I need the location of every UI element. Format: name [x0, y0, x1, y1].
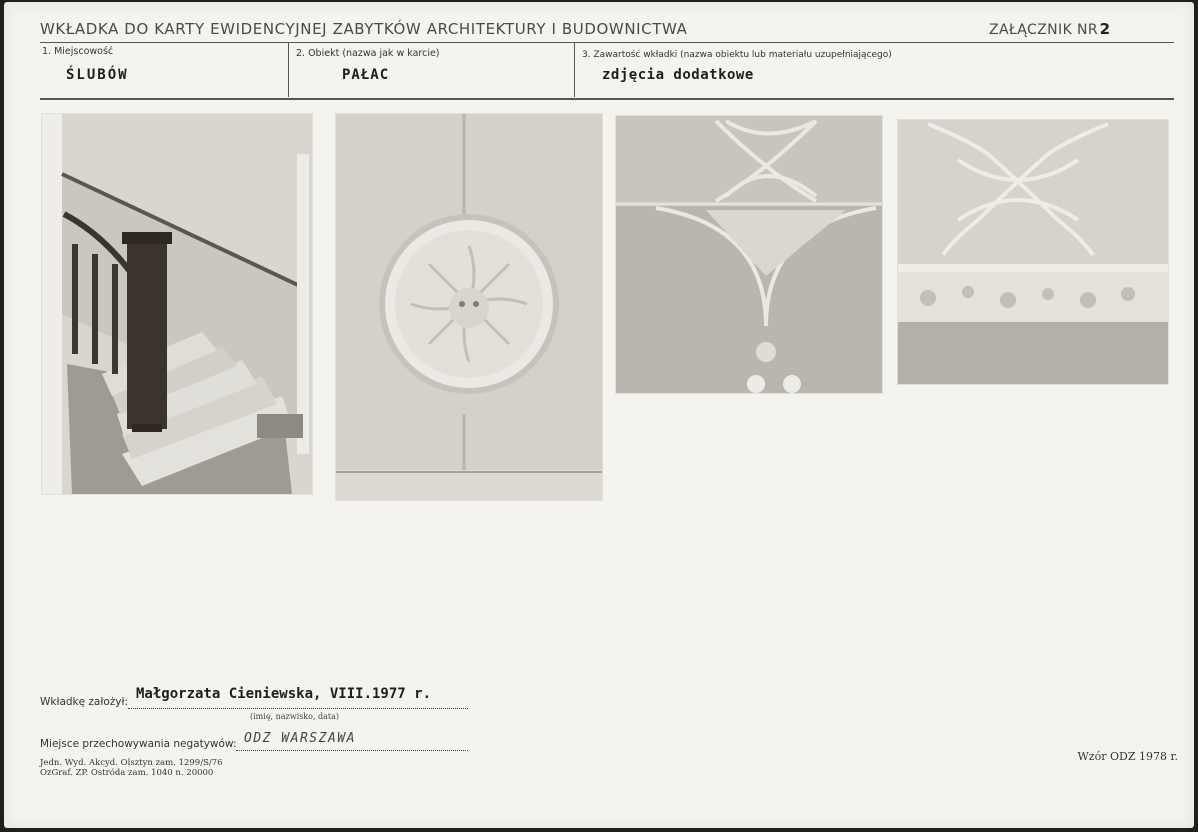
field-divider-1 [288, 43, 289, 97]
printer-line-2: OzGraf. ZP. Ostróda zam. 1040 n. 20000 [40, 768, 214, 778]
founder-line [128, 708, 468, 709]
printer-line-1: Jedn. Wyd. Akcyd. Olsztyn zam. 1299/S/76 [40, 758, 223, 768]
negatives-line [236, 750, 468, 751]
locality-value: ŚLUBÓW [66, 67, 129, 83]
object-label: 2. Obiekt (nazwa jak w karcie) [296, 48, 440, 59]
founder-hint: (imię, nazwisko, data) [250, 712, 340, 721]
negatives-value: ODZ WARSZAWA [244, 731, 356, 746]
content-label: 3. Zawartość wkładki (nazwa obiektu lub materiału uzupełniającego) [582, 50, 892, 60]
content-value: zdjęcia dodatkowe [602, 67, 754, 83]
annex-label: ZAŁĄCZNIK NR [989, 22, 1098, 38]
negatives-label: Miejsce przechowywania negatywów: [40, 738, 237, 750]
sun-medallion-photo [336, 114, 602, 500]
field-divider-2 [574, 43, 575, 97]
founder-label: Wkładkę założył: [40, 696, 129, 708]
ceiling-ornament-photo [616, 116, 882, 393]
record-card [4, 2, 1194, 828]
founder-value: Małgorzata Cieniewska, VIII.1977 r. [136, 686, 432, 702]
header-rule [40, 42, 1174, 43]
staircase-photo [42, 114, 312, 494]
annex-number: 2 [1099, 20, 1110, 38]
locality-label: 1. Miejscowość [42, 46, 114, 57]
template-mark: Wzór ODZ 1978 r. [1077, 750, 1178, 763]
object-value: PAŁAC [342, 67, 390, 83]
ceiling-cornice-photo [898, 120, 1168, 384]
card-title: WKŁADKA DO KARTY EWIDENCYJNEJ ZABYTKÓW ARCHITEKTURY I BUDOWNICTWA [40, 20, 688, 38]
fields-bottom-rule [40, 98, 1174, 100]
